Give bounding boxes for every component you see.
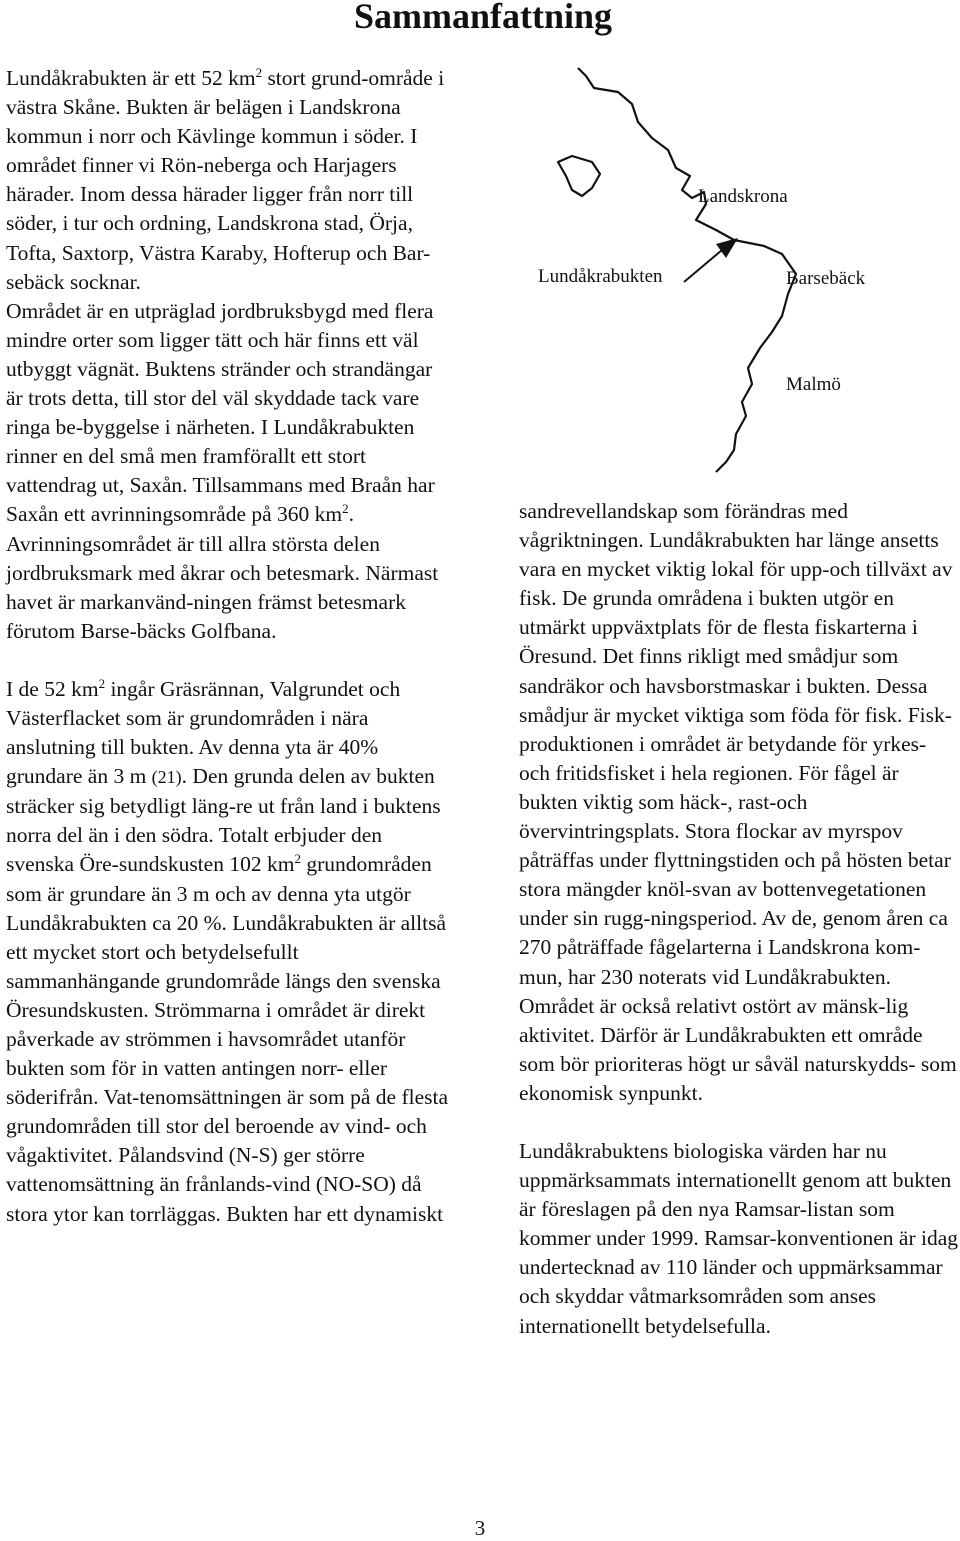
label-landskrona: Landskrona	[698, 186, 788, 207]
citation: (21)	[151, 767, 182, 788]
island-shape	[558, 156, 600, 196]
bay-arrow-head	[716, 238, 738, 258]
page-number: 3	[474, 1516, 486, 1540]
label-malmo: Malmö	[786, 374, 841, 395]
paragraph-fish-birds: sandrevellandskap som förändras med vågriktningen. Lundåkrabukten har länge ansetts vara en mycket viktig lokal för upp-och tillväxt av fisk. De grunda områdena i bukten utgör en utmärkt uppväxtplats för de flesta fiskarterna i Öresund. Det finns rikligt med smådjur som sandräkor och havsborstmaskar i bukten. Dessa smådjur är mycket viktiga som föda för fisk. Fisk-produktionen i området är betydande för yrkes- och fritidsfisket i hela regionen. För fågel är bukten viktig som häck-, rast-och övervintringsplats. Stora flockar av myrspov påträffas under flyttningstiden och på hösten betar stora mängder knöl-svan av bottenvegetationen under sin rugg-ningsperiod. Av de, genom åren ca 270 påträffade fågelarterna i Landskrona kom-mun, har 230 noterats vid Lundåkrabukten. Området är också relativt ostört av mänsk-lig aktivitet. Därför är Lundåkrabukten ett område som bör prioriteras högt ur såväl naturskydds- som ekonomisk synpunkt.	[519, 499, 957, 1105]
label-lundakrabukten: Lundåkrabukten	[538, 266, 663, 287]
right-column	[519, 497, 959, 1341]
bay-arrow-line	[684, 250, 722, 282]
paragraph-intro: Lundåkrabukten är ett 52 $km^2$ stort grund-område i västra Skåne. Bukten är belägen i Landskrona kommun i norr och Kävlinge kommun i söder. I området finner vi Rön-neberga och Harjagers härader. Inom dessa härader ligger från norr till söder, i tur och ordning, Landskrona stad, Örja, Tofta, Saxtorp, Västra Karaby, Hofterup och Bar-sebäck socknar.	[6, 64, 445, 294]
label-barseback: Barsebäck	[786, 268, 866, 289]
left-column	[6, 64, 454, 1229]
coastline-map	[520, 58, 960, 488]
paragraph-ramsar: Lundåkrabuktens biologiska värden har nu uppmärksammats internationellt genom att bukten är föreslagen på den nya Ramsar-listan som kommer under 1999. Ramsar-konventionen är idag undertecknad av 110 länder och uppmärksammar och skyddar våtmarksområden som anses internationellt betydelsefulla.	[519, 1138, 959, 1338]
paragraph-land-use: Området är en utpräglad jordbruksbygd med flera mindre orter som ligger tätt och här finns ett väl utbyggt vägnät. Buktens stränder och strandängar är trots detta, till stor del väl skyddade tack vare ringa be-byggelse i närheten. I Lundåkrabukten rinner en del små men framförallt ett stort vattendrag ut, Saxån. Tillsammans med Braån har Saxån ett avrinningsområde på 360 $km^2$. Avrinningsområdet är till allra största delen jordbruksmark med åkrar och betesmark. Närmast havet är markanvänd-ningen främst betesmark förutom Barse-bäcks Golfbana.	[6, 298, 439, 643]
paragraph-shallow-areas: I de 52 $km^2$ ingår Gräsrännan, Valgrundet och Västerflacket som är grundområden i nära anslutning till bukten. Av denna yta är 40% grundare än 3 m (21). Den grunda delen av bukten sträcker sig betydligt läng-re ut från land i buktens norra del än i den södra. Totalt erbjuder den svenska Öre-sundskusten 102 $km^2$ grundområden som är grundare än 3 m och av denna yta utgör Lundåkrabukten ca 20 %. Lundåkrabukten är alltså ett mycket stort och betydelsefullt sammanhängande grundområde längs den svenska Öresundskusten. Strömmarna i området är direkt påverkade av strömmen i havsområdet utanför bukten som för in vatten antingen norr- eller söderifrån. Vat-tenomsättningen är som på de flesta grundområden till stor del beroende av vind- och vågaktivitet. Pålandsvind (N-S) ger större vattenomsättning än frånlands-vind (NO-SO) då stora ytor kan torrläggas. Bukten har ett dynamiskt	[6, 675, 449, 1226]
page-title: Sammanfattning	[353, 0, 613, 36]
